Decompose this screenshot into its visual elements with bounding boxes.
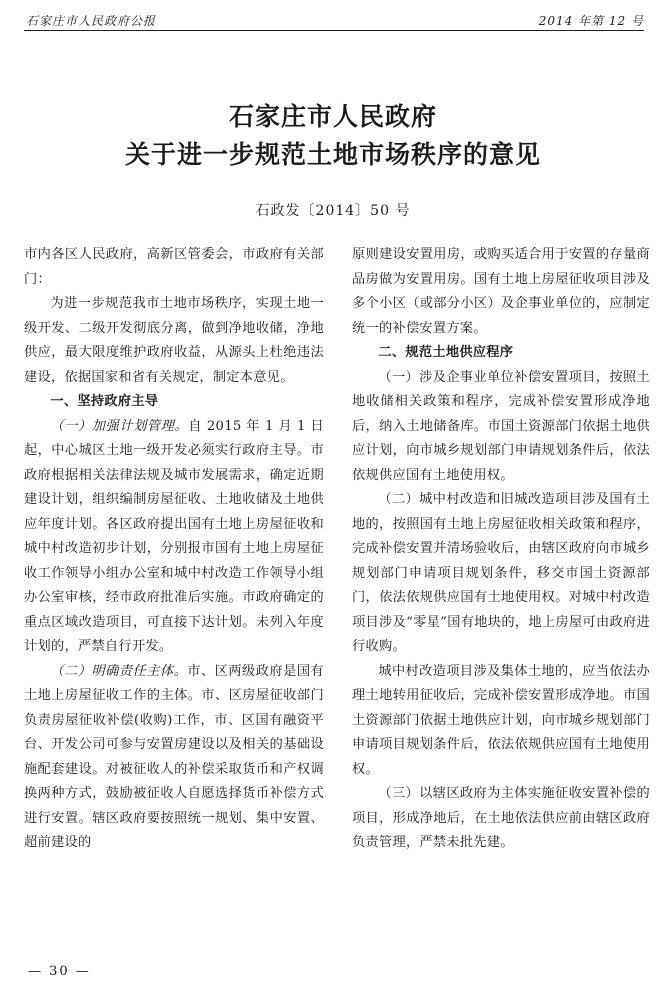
paragraph-body: 市、区两级政府是国有土地上房屋征收工作的主体。市、区房屋征收部门负责房屋征收补偿(收购)工作，市、区国有融资平台、开发公司可参与安置房建设以及相关的基础设施配套建设。对被征收人的补偿采取货币和产权调换两种方式，鼓励被征收人自愿选择货币补偿方式进行安置。辖区政府要按照统一规划、集中安置、超前建设的 (24, 663, 324, 850)
paragraph-lead: （一）加强计划管理。 (50, 418, 189, 434)
section-heading-1: 一、坚持政府主导 (50, 394, 159, 409)
page-number: — 30 — (28, 964, 91, 979)
paragraph-village-renovation: （二）城中村改造和旧城改造项目涉及国有土地的，按照国有土地上房屋征收相关政策和程序，完成补偿安置并清场验收后，由辖区政府向市城乡规划部门申请项目规划条件，移交市国土资源部门，依法依规供应国有土地使用权。对城中村改造项目涉及“零星”国有地块的，地上房屋可由政府进行收购。 (352, 492, 650, 654)
paragraph-district-projects: （三）以辖区政府为主体实施征收安置补偿的项目，形成净地后，在土地依法供应前由辖区政府负责管理，严禁未批先建。 (352, 786, 650, 850)
running-header (24, 8, 644, 31)
issue-number: 2014 年第 12 号 (538, 14, 644, 28)
left-column (24, 243, 324, 856)
paragraph-enterprise-projects: （一）涉及企事业单位补偿安置项目，按照土地收储相关政策和程序，完成补偿安置形成净地后，纳入土地储备库。市国土资源部门依据土地供应计划，向市城乡规划部门申请规划条件后，依法依规供应国有土地使用权。 (352, 369, 650, 483)
paragraph-collective-land: 城中村改造项目涉及集体土地的，应当依法办理土地转用征收后，完成补偿安置形成净地。市国土资源部门依据土地供应计划，向市城乡规划部门申请项目规划条件后，依法依规供应国有土地使用权。 (352, 663, 650, 777)
intro-paragraph: 为进一步规范我市土地市场秩序，实现土地一级开发、二级开发彻底分离，做到净地收储，净地供应，最大限度维护政府收益，从源头上杜绝违法建设，依据国家和省有关规定，制定本意见。 (24, 296, 324, 385)
section-heading-2: 二、规范土地供应程序 (378, 345, 514, 360)
title-line-2: 关于进一步规范土地市场秩序的意见 (124, 140, 541, 169)
title-line-1: 石家庄市人民政府 (228, 102, 437, 131)
salutation: 市内各区人民政府，高新区管委会，市政府有关部门： (24, 247, 324, 287)
paragraph-plan-management (24, 415, 324, 660)
document-number: 石政发〔2014〕50 号 (255, 203, 411, 219)
publication-name: 石家庄市人民政府公报 (26, 14, 157, 28)
right-column (352, 243, 650, 856)
paragraph-lead: （二）明确责任主体。 (50, 663, 188, 679)
paragraph-responsibility (24, 660, 324, 856)
paragraph-continued: 原则建设安置用房，或购买适合用于安置的存量商品房做为安置用房。国有土地上房屋征收项目涉及多个小区（或部分小区）及企事业单位的，应制定统一的补偿安置方案。 (352, 247, 650, 336)
document-title (0, 98, 666, 174)
paragraph-body: 自 2015 年 1 月 1 日起，中心城区土地一级开发必须实行政府主导。市政府根据相关法律法规及城市发展需求，确定近期建设计划，组织编制房屋征收、土地收储及土地供应年度计划。各区政府提出国有土地上房屋征收和城中村改造初步计划，分别报市国有土地上房屋征收工作领导小组办公室和城中村改造工作领导小组办公室审核，经市政府批准后实施。市政府确定的重点区域改造项目，可直接下达计划。未列入年度计划的，严禁自行开发。 (24, 418, 325, 654)
